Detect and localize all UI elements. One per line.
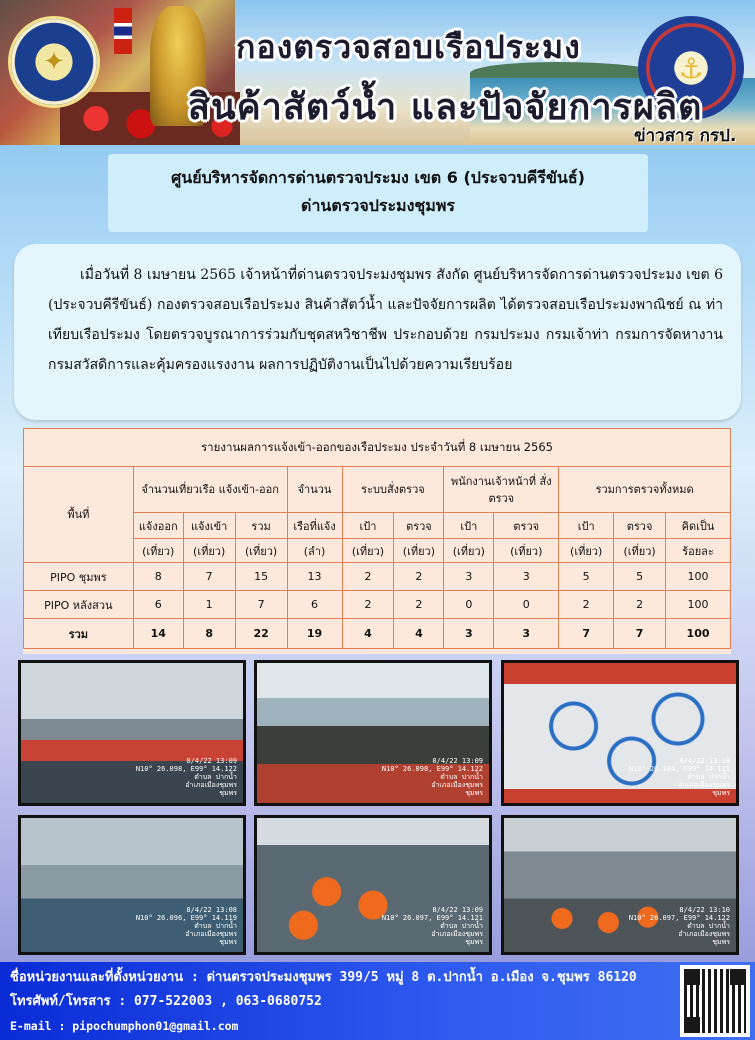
- photo-stamp: 8/4/22 13:09 N10° 26.098, E99° 14.122 ตำบล ปากน้ำ อำเภอเมืองชุมพร ชุมพร: [135, 757, 237, 797]
- banner-title-line1: กองตรวจสอบเรือประมง: [236, 28, 581, 66]
- unit-cell: (เที่ยว): [133, 539, 183, 563]
- subheader-cell: รวม: [235, 513, 287, 539]
- table-total-row: [24, 619, 731, 649]
- total-cell: 7: [559, 619, 614, 649]
- subheader-cell: เป้า: [559, 513, 614, 539]
- table-cell: 7: [235, 591, 287, 619]
- table-cell: 7: [183, 563, 235, 591]
- table-cell: 2: [559, 591, 614, 619]
- section-title-line1: ศูนย์บริหารจัดการด่านตรวจประมง เขต 6 (ประจวบคีรีขันธ์): [171, 168, 585, 187]
- table-cell: 15: [235, 563, 287, 591]
- table-cell: 100: [666, 591, 731, 619]
- total-cell: 19: [287, 619, 342, 649]
- photo-boat-deck: [254, 660, 492, 806]
- footer-email: E-mail : pipochumphon01@gmail.com: [10, 1019, 239, 1033]
- photo-fishing-boat: [18, 660, 246, 806]
- unit-cell: (เที่ยว): [614, 539, 666, 563]
- table-cell: 8: [133, 563, 183, 591]
- header-system: ระบบสั่งตรวจ: [342, 467, 444, 513]
- subheader-cell: ตรวจ: [394, 513, 444, 539]
- subheader-cell: ตรวจ: [494, 513, 559, 539]
- total-cell: 4: [342, 619, 394, 649]
- header-banner: [0, 0, 755, 145]
- subheader-cell: แจ้งออก: [133, 513, 183, 539]
- table-cell: 2: [394, 563, 444, 591]
- total-cell: 100: [666, 619, 731, 649]
- header-total: รวมการตรวจทั้งหมด: [559, 467, 731, 513]
- subheader-cell: เรือที่แจ้ง: [287, 513, 342, 539]
- table-cell: 3: [444, 563, 494, 591]
- table-cell: 6: [287, 591, 342, 619]
- unit-cell: (เที่ยว): [444, 539, 494, 563]
- section-title-line2: ด่านตรวจประมงชุมพร: [301, 196, 455, 215]
- photo-stamp: 8/4/22 13:09 N10° 26.097, E99° 14.121 ตำบล ปากน้ำ อำเภอเมืองชุมพร ชุมพร: [381, 906, 483, 946]
- header-trips: จำนวนเที่ยวเรือ แจ้งเข้า-ออก: [133, 467, 287, 513]
- header-area: พื้นที่: [24, 467, 134, 563]
- subheader-cell: เป้า: [342, 513, 394, 539]
- total-cell: 8: [183, 619, 235, 649]
- photo-stamp: 8/4/22 13:09 N10° 26.098, E99° 14.122 ตำบล ปากน้ำ อำเภอเมืองชุมพร ชุมพร: [381, 757, 483, 797]
- footer-phone: โทรศัพท์/โทรสาร : 077-522003 , 063-0680752: [10, 994, 322, 1009]
- unit-cell: (เที่ยว): [494, 539, 559, 563]
- table-cell: 5: [559, 563, 614, 591]
- unit-cell: ร้อยละ: [666, 539, 731, 563]
- fishery-inspection-badge-icon: ⚓: [638, 16, 744, 120]
- news-label: ข่าวสาร กรป.: [634, 126, 737, 145]
- banner-title-line2: สินค้าสัตว์น้ำ และปัจจัยการผลิต: [188, 87, 703, 128]
- table-cell: 6: [133, 591, 183, 619]
- photo-crew-group: [501, 815, 739, 955]
- table-cell: 2: [342, 591, 394, 619]
- table-cell: 2: [614, 591, 666, 619]
- section-title: [108, 154, 648, 232]
- table-cell: 2: [394, 591, 444, 619]
- unit-cell: (เที่ยว): [394, 539, 444, 563]
- photo-officers-pier: [18, 815, 246, 955]
- table-row: [24, 563, 731, 591]
- header-vessels: จำนวน: [287, 467, 342, 513]
- table-cell: 1: [183, 591, 235, 619]
- report-paragraph: เมื่อวันที่ 8 เมษายน 2565 เจ้าหน้าที่ด่านตรวจประมงชุมพร สังกัด ศูนย์บริหารจัดการด่านตรวจประมง เขต 6 (ประจวบคีรีขันธ์) กองตรวจสอบเรือประมง สินค้าสัตว์น้ำ และปัจจัยการผลิต ได้ตรวจสอบเรือประมงพาณิชย์ ณ ท่าเทียบเรือประมง โดยตรวจบูรณาการร่วมกับชุดสหวิชาชีพ ประกอบด้วย กรมประมง กรมเจ้าท่า กรมการจัดหางาน กรมสวัสดิการและคุ้มครองแรงงาน ผลการปฏิบัติงานเป็นไปด้วยความเรียบร้อย: [48, 267, 723, 373]
- total-cell: 3: [444, 619, 494, 649]
- unit-cell: (เที่ยว): [342, 539, 394, 563]
- photo-stamp: 8/4/22 13:10 N10° 26.104, E99° 14.121 ตำบล ปากน้ำ อำเภอเมืองชุมพร ชุมพร: [628, 757, 730, 797]
- total-cell: 3: [494, 619, 559, 649]
- unit-cell: (ลำ): [287, 539, 342, 563]
- subheader-cell: แจ้งเข้า: [183, 513, 235, 539]
- table-cell: 5: [614, 563, 666, 591]
- footer-contact: [0, 962, 755, 1040]
- qr-code-icon: [680, 965, 750, 1037]
- table-row: [24, 591, 731, 619]
- total-cell: 14: [133, 619, 183, 649]
- row-area: PIPO ชุมพร: [24, 563, 134, 591]
- table-cell: 0: [494, 591, 559, 619]
- subheader-cell: เป้า: [444, 513, 494, 539]
- table-cell: 2: [342, 563, 394, 591]
- subheader-cell: คิดเป็น: [666, 513, 731, 539]
- photo-stamp: 8/4/22 13:08 N10° 26.096, E99° 14.119 ตำบล ปากน้ำ อำเภอเมืองชุมพร ชุมพร: [135, 906, 237, 946]
- photo-crew-inspection: [254, 815, 492, 955]
- unit-cell: (เที่ยว): [235, 539, 287, 563]
- total-cell: 7: [614, 619, 666, 649]
- table-caption: รายงานผลการแจ้งเข้า-ออกของเรือประมง ประจำวันที่ 8 เมษายน 2565: [24, 429, 731, 467]
- photo-fish-hold: [501, 660, 739, 806]
- banner-flag: [114, 8, 132, 54]
- report-paragraph-box: [14, 244, 741, 420]
- table-cell: 3: [494, 563, 559, 591]
- total-cell: 4: [394, 619, 444, 649]
- unit-cell: (เที่ยว): [559, 539, 614, 563]
- subheader-cell: ตรวจ: [614, 513, 666, 539]
- header-officer: พนักงานเจ้าหน้าที่ สั่งตรวจ: [444, 467, 559, 513]
- total-label: รวม: [24, 619, 134, 649]
- photo-stamp: 8/4/22 13:10 N10° 26.097, E99° 14.122 ตำบล ปากน้ำ อำเภอเมืองชุมพร ชุมพร: [628, 906, 730, 946]
- total-cell: 22: [235, 619, 287, 649]
- table-cell: 13: [287, 563, 342, 591]
- table-cell: 0: [444, 591, 494, 619]
- report-table: [23, 428, 731, 654]
- department-of-fisheries-seal-icon: ✦: [8, 16, 100, 108]
- row-area: PIPO หลังสวน: [24, 591, 134, 619]
- table-cell: 100: [666, 563, 731, 591]
- unit-cell: (เที่ยว): [183, 539, 235, 563]
- footer-address: ชื่อหน่วยงานและที่ตั้งหน่วยงาน : ด่านตรวจประมงชุมพร 399/5 หมู่ 8 ต.ปากน้ำ อ.เมือง จ.ชุมพร 86120: [10, 970, 637, 985]
